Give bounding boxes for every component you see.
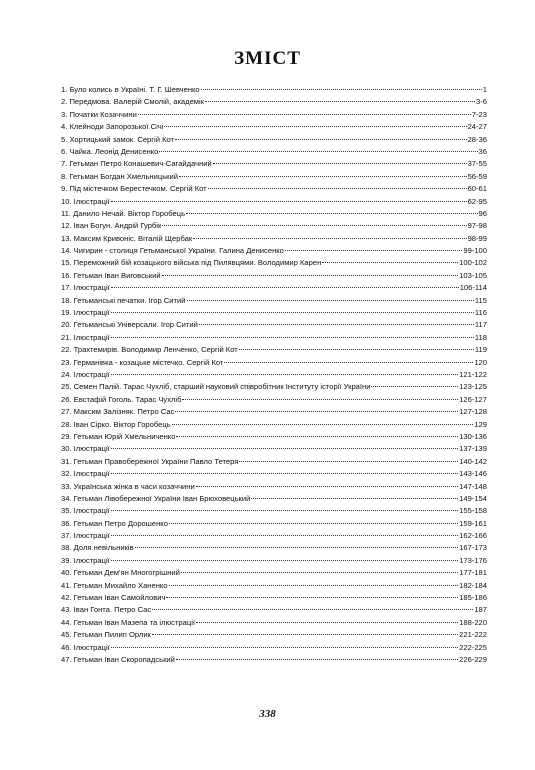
toc-entry	[61, 419, 487, 431]
table-of-contents	[61, 84, 487, 666]
toc-entry-title: 41. Гетьман Михайло Ханенко	[61, 580, 168, 590]
toc-entry-pages: 222-225	[459, 642, 487, 652]
dot-leader	[182, 399, 458, 400]
toc-entry-title: 31. Гетьман Правобережної України Павло Тетеря	[61, 456, 239, 466]
toc-entry-pages: 130-136	[459, 431, 487, 441]
toc-entry-title: 16. Гетьман Іван Виговський	[61, 270, 161, 280]
dot-leader	[175, 139, 467, 140]
toc-entry-pages: 119	[474, 345, 487, 355]
toc-entry-pages: 56-59	[467, 171, 487, 181]
toc-entry-title: 14. Чигирин - столиця Гетьманської України. Галина Денисенко	[61, 246, 284, 256]
toc-entry-title: 13. Максим Кривоніс. Віталій Щербак	[61, 233, 193, 243]
toc-entry	[61, 642, 487, 654]
dot-leader	[224, 362, 473, 363]
dot-leader	[162, 225, 466, 226]
toc-entry-pages: 123-125	[459, 382, 487, 392]
toc-entry	[61, 121, 487, 133]
toc-entry-title: 32. Ілюстрації	[61, 469, 110, 479]
toc-entry-pages: 121-122	[459, 369, 487, 379]
toc-entry	[61, 381, 487, 393]
toc-entry-pages: 98-99	[467, 233, 487, 243]
dot-leader	[111, 201, 467, 202]
toc-entry	[61, 134, 487, 146]
toc-entry-pages: 7-23	[471, 109, 487, 119]
dot-leader	[169, 585, 459, 586]
toc-entry-title: 17. Ілюстрації	[61, 283, 110, 293]
toc-entry-pages: 167-173	[459, 543, 487, 553]
dot-leader	[111, 647, 458, 648]
toc-entry	[61, 357, 487, 369]
dot-leader	[196, 486, 458, 487]
dot-leader	[201, 89, 482, 90]
toc-entry	[61, 183, 487, 195]
toc-entry-pages: 103-105	[459, 270, 487, 280]
toc-entry	[61, 270, 487, 282]
dot-leader	[111, 374, 458, 375]
toc-entry	[61, 196, 487, 208]
toc-entry	[61, 654, 487, 666]
dot-leader	[181, 572, 458, 573]
toc-entry	[61, 282, 487, 294]
dot-leader	[196, 622, 458, 623]
toc-entry	[61, 109, 487, 121]
toc-entry-pages: 188-220	[459, 617, 487, 627]
toc-entry-title: 45. Гетьман Пилип Орлик	[61, 630, 151, 640]
toc-entry-title: 23. Германівка - козацьке містечко. Сергій Кот	[61, 357, 224, 367]
dot-leader	[205, 101, 475, 102]
toc-entry-title: 33. Українська жінка в часи козаччини	[61, 481, 195, 491]
dot-leader	[111, 560, 458, 561]
toc-entry-pages: 187	[474, 605, 487, 615]
toc-entry	[61, 158, 487, 170]
toc-entry-title: 6. Чайка. Леонід Денисенко	[61, 146, 159, 156]
dot-leader	[138, 114, 471, 115]
toc-entry-pages: 173-176	[459, 555, 487, 565]
toc-entry-title: 43. Іван Гонта. Петро Сас	[61, 605, 152, 615]
toc-entry-title: 37. Ілюстрації	[61, 531, 110, 541]
toc-entry-title: 21. Ілюстрації	[61, 332, 110, 342]
toc-entry	[61, 542, 487, 554]
toc-entry-pages: 129	[474, 419, 487, 429]
toc-entry-title: 42. Гетьман Іван Самойлович	[61, 593, 166, 603]
toc-entry	[61, 84, 487, 96]
toc-entry	[61, 245, 487, 257]
toc-entry-pages: 24-27	[467, 122, 487, 132]
dot-leader	[186, 213, 478, 214]
dot-leader	[187, 300, 474, 301]
dot-leader	[213, 163, 467, 164]
toc-entry-title: 18. Гетьманські печатки. Ігор Ситий	[61, 295, 186, 305]
toc-entry	[61, 220, 487, 232]
toc-entry-title: 39. Ілюстрації	[61, 555, 110, 565]
toc-entry-title: 3. Початки Козаччини	[61, 109, 137, 119]
toc-entry-pages: 185-186	[459, 593, 487, 603]
toc-entry-pages: 1	[482, 85, 487, 94]
toc-entry-title: 28. Іван Сірко. Віктор Горобець	[61, 419, 171, 429]
toc-entry	[61, 146, 487, 158]
toc-entry-pages: 96	[478, 208, 487, 218]
dot-leader	[111, 473, 458, 474]
toc-entry-pages: 126-127	[459, 394, 487, 404]
dot-leader	[169, 523, 458, 524]
toc-entry-pages: 147-148	[459, 481, 487, 491]
toc-entry	[61, 518, 487, 530]
dot-leader	[111, 510, 458, 511]
dot-leader	[162, 275, 458, 276]
toc-entry-pages: 226-229	[459, 654, 487, 664]
dot-leader	[179, 176, 467, 177]
toc-entry-title: 9. Під містечком Берестечком. Сергій Кот	[61, 184, 207, 194]
toc-entry	[61, 468, 487, 480]
toc-entry	[61, 233, 487, 245]
dot-leader	[285, 250, 462, 251]
toc-entry-title: 44. Гетьман Іван Мазепа та ілюстрації	[61, 617, 196, 627]
toc-entry-title: 24. Ілюстрації	[61, 369, 110, 379]
toc-entry	[61, 617, 487, 629]
toc-entry	[61, 319, 487, 331]
toc-entry	[61, 295, 487, 307]
toc-entry-pages: 60-61	[467, 184, 487, 194]
dot-leader	[199, 324, 474, 325]
dot-leader	[159, 151, 477, 152]
toc-entry	[61, 629, 487, 641]
toc-entry-title: 4. Клейноди Запорозької Січі	[61, 122, 164, 132]
dot-leader	[239, 461, 458, 462]
dot-leader	[111, 312, 474, 313]
toc-entry-pages: 36	[478, 146, 487, 156]
toc-entry-title: 5. Хортицький замок. Сергій Кот	[61, 134, 175, 144]
toc-entry-pages: 97-98	[467, 221, 487, 231]
toc-entry	[61, 332, 487, 344]
dot-leader	[251, 498, 458, 499]
page-number: 338	[259, 708, 276, 720]
toc-entry-title: 10. Ілюстрації	[61, 196, 110, 206]
toc-entry-pages: 62-95	[467, 196, 487, 206]
toc-entry-pages: 140-142	[459, 456, 487, 466]
toc-entry	[61, 604, 487, 616]
toc-entry-pages: 143-146	[459, 469, 487, 479]
toc-entry-title: 1. Було колись в Україні. Т. Г. Шевченко	[61, 85, 200, 94]
toc-entry-title: 2. Передмова. Валерій Смолій, академік	[61, 97, 205, 107]
dot-leader	[193, 238, 466, 239]
toc-entry-pages: 100-102	[459, 258, 487, 268]
toc-entry-pages: 118	[474, 332, 487, 342]
toc-entry-pages: 116	[474, 308, 487, 318]
dot-leader	[208, 188, 467, 189]
dot-leader	[176, 436, 458, 437]
toc-entry-title: 8. Гетьман Богдан Хмельницький	[61, 171, 178, 181]
toc-entry	[61, 530, 487, 542]
toc-entry-title: 29. Гетьман Юрій Хмельниченко	[61, 431, 176, 441]
toc-entry-pages: 120	[474, 357, 487, 367]
toc-entry-title: 40. Гетьман Дем'ян Многогрішний	[61, 568, 180, 578]
toc-entry-pages: 177-181	[459, 568, 487, 578]
toc-entry	[61, 456, 487, 468]
dot-leader	[111, 448, 458, 449]
toc-entry-title: 11. Данило Нечай. Віктор Горобець	[61, 208, 186, 218]
toc-entry	[61, 481, 487, 493]
dot-leader	[152, 634, 458, 635]
toc-entry-title: 34. Гетьман Лівобережної України Іван Брюховецький	[61, 493, 251, 503]
dot-leader	[164, 126, 466, 127]
toc-entry	[61, 369, 487, 381]
toc-entry-pages: 155-158	[459, 506, 487, 516]
dot-leader	[322, 262, 458, 263]
dot-leader	[166, 597, 458, 598]
toc-entry-title: 38. Доля невільників	[61, 543, 134, 553]
toc-entry	[61, 96, 487, 108]
toc-entry-pages: 37-55	[467, 159, 487, 169]
dot-leader	[239, 349, 474, 350]
toc-entry-pages: 99-100	[463, 246, 487, 256]
toc-entry	[61, 493, 487, 505]
toc-entry-title: 25. Семен Палій. Тарас Чухліб, старший науковий співробітник Інституту історії України	[61, 382, 371, 392]
toc-entry	[61, 208, 487, 220]
toc-entry-pages: 182-184	[459, 580, 487, 590]
dot-leader	[175, 411, 458, 412]
page-title: ЗМІСТ	[234, 48, 301, 69]
toc-entry-title: 47. Гетьман Іван Скоропадський	[61, 654, 175, 664]
toc-entry-title: 22. Трахтемирів. Володимир Ленченко, Сергій Кот	[61, 345, 238, 355]
toc-entry-pages: 106-114	[459, 283, 487, 293]
toc-entry-title: 15. Переможний бій козацького війська під Пилявцями. Володимир Карен	[61, 258, 322, 268]
toc-entry-pages: 3-6	[476, 97, 487, 107]
dot-leader	[371, 386, 458, 387]
toc-entry-pages: 221-222	[459, 630, 487, 640]
toc-entry	[61, 257, 487, 269]
toc-entry-title: 19. Ілюстрації	[61, 308, 110, 318]
toc-entry	[61, 431, 487, 443]
dot-leader	[135, 547, 459, 548]
dot-leader	[152, 609, 473, 610]
toc-entry-title: 46. Ілюстрації	[61, 642, 110, 652]
dot-leader	[111, 337, 474, 338]
toc-entry	[61, 406, 487, 418]
toc-entry	[61, 580, 487, 592]
toc-entry-pages: 137-139	[459, 444, 487, 454]
toc-entry-title: 36. Гетьман Петро Дорошенко	[61, 518, 168, 528]
toc-entry	[61, 171, 487, 183]
toc-entry-pages: 115	[474, 295, 487, 305]
toc-entry-title: 26. Евстафій Гоголь. Тарас Чухліб	[61, 394, 182, 404]
toc-entry-pages: 28-36	[467, 134, 487, 144]
toc-entry	[61, 443, 487, 455]
dot-leader	[111, 535, 458, 536]
toc-entry-pages: 127-128	[459, 407, 487, 417]
toc-entry	[61, 344, 487, 356]
toc-entry	[61, 555, 487, 567]
toc-entry-title: 20. Гетьманські Універсали. Ігор Ситий	[61, 320, 198, 330]
toc-entry	[61, 505, 487, 517]
toc-entry-title: 30. Ілюстрації	[61, 444, 110, 454]
dot-leader	[111, 287, 459, 288]
toc-entry-title: 12. Іван Богун. Андрій Гурбік	[61, 221, 162, 231]
toc-entry-pages: 149-154	[459, 493, 487, 503]
toc-entry	[61, 567, 487, 579]
toc-entry-pages: 117	[474, 320, 487, 330]
toc-entry-pages: 159-161	[459, 518, 487, 528]
toc-entry	[61, 307, 487, 319]
dot-leader	[172, 424, 474, 425]
toc-entry-title: 7. Гетьман Петро Конашевич-Сагайдачний	[61, 159, 212, 169]
toc-entry	[61, 592, 487, 604]
toc-entry	[61, 394, 487, 406]
toc-entry-pages: 162-166	[459, 531, 487, 541]
toc-entry-title: 27. Максим Залізняк. Петро Сас	[61, 407, 175, 417]
dot-leader	[176, 659, 458, 660]
toc-entry-title: 35. Ілюстрації	[61, 506, 110, 516]
